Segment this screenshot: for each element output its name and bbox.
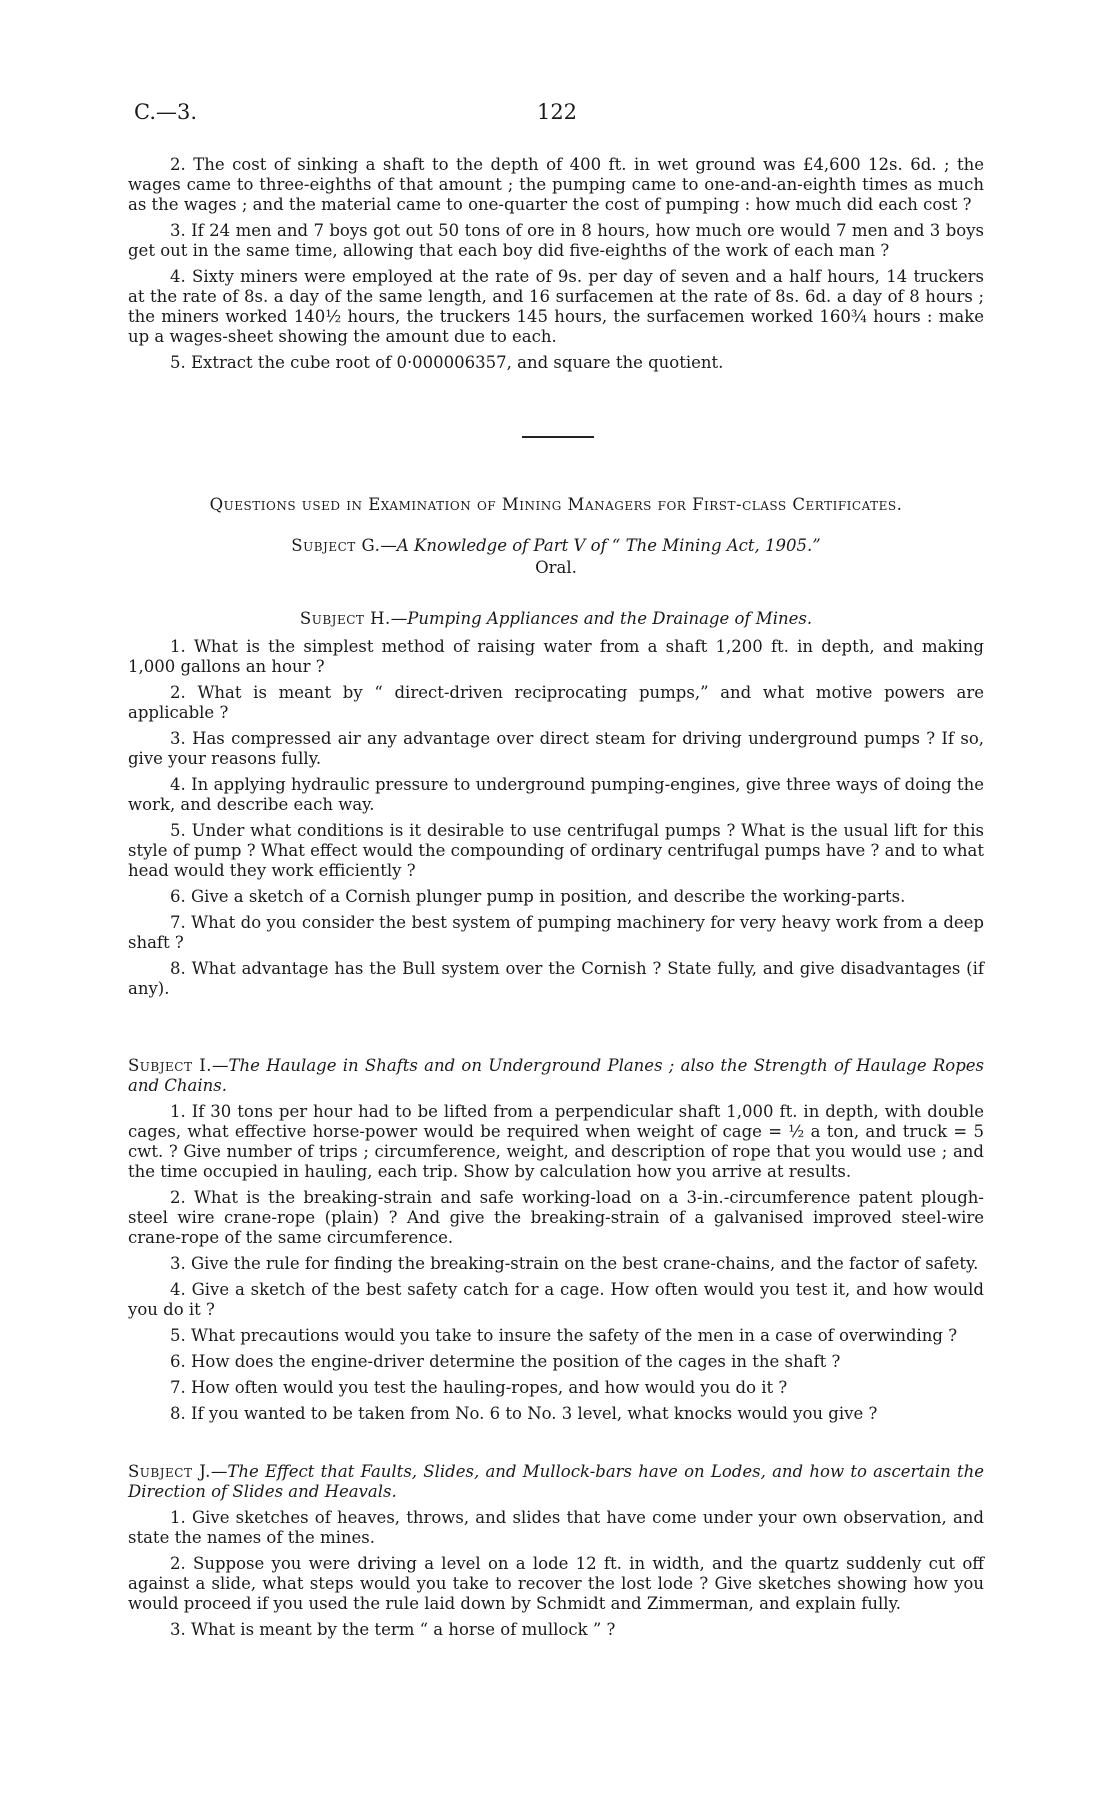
question-item: 2. What is meant by “ direct-driven reciprocating pumps,” and what motive powers are applicable ? — [128, 683, 984, 722]
question-item: 3. If 24 men and 7 boys got out 50 tons of ore in 8 hours, how much ore would 7 men and 3 boys get out in the same time, allowing that each boy did five-eighths of the work of each man ? — [128, 221, 984, 260]
subject-g-note: Oral. — [535, 558, 577, 577]
question-item: 2. Suppose you were driving a level on a lode 12 ft. in width, and the quartz suddenly cut off against a slide, what steps would you take to recover the lost lode ? Give sketches showing how you would proceed if you used the rule laid down by Schmidt and Zimmerman, and explain fully. — [128, 1554, 984, 1613]
question-item: 5. What precautions would you take to insure the safety of the men in a case of overwinding ? — [170, 1326, 958, 1345]
subject-h-title: —Pumping Appliances and the Drainage of Mines. — [390, 609, 813, 628]
subject-i-heading — [128, 1056, 984, 1096]
question-item: 4. Give a sketch of the best safety catch for a cage. How often would you test it, and how would you do it ? — [128, 1280, 984, 1319]
question-item: 1. If 30 tons per hour had to be lifted from a perpendicular shaft 1,000 ft. in depth, with double cages, what effective horse-power would be required when weight of cage = ½ a ton, and truck = 5 cwt. ? Give number of trips ; circumference, weight, and description of rope that you would use ; and the time occupied in hauling, each trip. Show by calculation how you arrive at results. — [128, 1102, 984, 1181]
first-question-block — [128, 155, 984, 379]
subject-j-heading — [128, 1462, 984, 1502]
examination-heading-block — [128, 495, 984, 521]
subject-h-heading — [128, 609, 984, 629]
question-item: 1. Give sketches of heaves, throws, and slides that have come under your own observation, and state the names of the mines. — [128, 1508, 984, 1547]
subject-j-title: —The Effect that Faults, Slides, and Mullock-bars have on Lodes, and how to ascertain the Direction of Slides and Heavals. — [128, 1462, 984, 1501]
question-item: 3. Give the rule for finding the breaking-strain on the best crane-chains, and the factor of safety. — [170, 1254, 979, 1273]
question-item: 8. What advantage has the Bull system over the Cornish ? State fully, and give disadvantages (if any). — [128, 959, 985, 998]
subject-h-label: Subject H. — [299, 609, 391, 628]
subject-i-block — [128, 1056, 984, 1430]
subject-g-label: Subject G. — [291, 536, 381, 555]
question-item: 3. What is meant by the term “ a horse of mullock ” ? — [170, 1620, 616, 1639]
document-code: C.—3. — [134, 100, 198, 124]
subject-h-block — [128, 609, 984, 1005]
question-item: 2. The cost of sinking a shaft to the depth of 400 ft. in wet ground was £4,600 12s. 6d. ; the wages came to three-eighths of that amount ; the pumping came to one-and-an-eighth times as much as the wages ; and the material came to one-quarter the cost of pumping : how much did each cost ? — [128, 155, 985, 214]
section-divider — [522, 436, 594, 438]
question-item: 2. What is the breaking-strain and safe working-load on a 3-in.-circumference patent plough-steel wire crane-rope (plain) ? And give the breaking-strain of a galvanised improved steel-wire crane-rope of the same circumference. — [128, 1188, 984, 1247]
question-item: 1. What is the simplest method of raising water from a shaft 1,200 ft. in depth, and making 1,000 gallons an hour ? — [128, 637, 984, 676]
question-item: 4. In applying hydraulic pressure to underground pumping-engines, give three ways of doing the work, and describe each way. — [128, 775, 984, 814]
subject-i-label: Subject I. — [128, 1056, 213, 1075]
examination-heading: Questions used in Examination of Mining Managers for First-class Certificates. — [209, 495, 903, 514]
subject-j-block — [128, 1462, 984, 1646]
subject-g-block — [128, 536, 984, 584]
subject-g-heading — [128, 536, 984, 556]
question-item: 4. Sixty miners were employed at the rate of 9s. per day of seven and a half hours, 14 truckers at the rate of 8s. a day of the same length, and 16 surfacemen at the rate of 8s. 6d. a day of 8 hours ; the miners worked 140½ hours, the truckers 145 hours, the surfacemen worked 160¾ hours : make up a wages-sheet showing the amount due to each. — [128, 267, 984, 346]
question-item: 7. What do you consider the best system of pumping machinery for very heavy work from a deep shaft ? — [128, 913, 984, 952]
question-item: 3. Has compressed air any advantage over direct steam for driving underground pumps ? If so, give your reasons fully. — [128, 729, 984, 768]
subject-i-title: —The Haulage in Shafts and on Underground Planes ; also the Strength of Haulage Ropes and Chains. — [128, 1056, 984, 1095]
question-item: 5. Extract the cube root of 0·000006357, and square the quotient. — [170, 353, 724, 372]
page-number: 122 — [536, 100, 578, 124]
subject-g-title: —A Knowledge of Part V of “ The Mining Act, 1905.” — [380, 536, 821, 555]
question-item: 6. How does the engine-driver determine the position of the cages in the shaft ? — [170, 1352, 841, 1371]
subject-j-label: Subject J. — [128, 1462, 211, 1481]
question-item: 7. How often would you test the hauling-ropes, and how would you do it ? — [170, 1378, 788, 1397]
question-item: 5. Under what conditions is it desirable to use centrifugal pumps ? What is the usual lift for this style of pump ? What effect would the compounding of ordinary centrifugal pumps have ? and to what head would they work efficiently ? — [128, 821, 984, 880]
question-item: 8. If you wanted to be taken from No. 6 to No. 3 level, what knocks would you give ? — [170, 1404, 878, 1423]
question-item: 6. Give a sketch of a Cornish plunger pump in position, and describe the working-parts. — [170, 887, 906, 906]
